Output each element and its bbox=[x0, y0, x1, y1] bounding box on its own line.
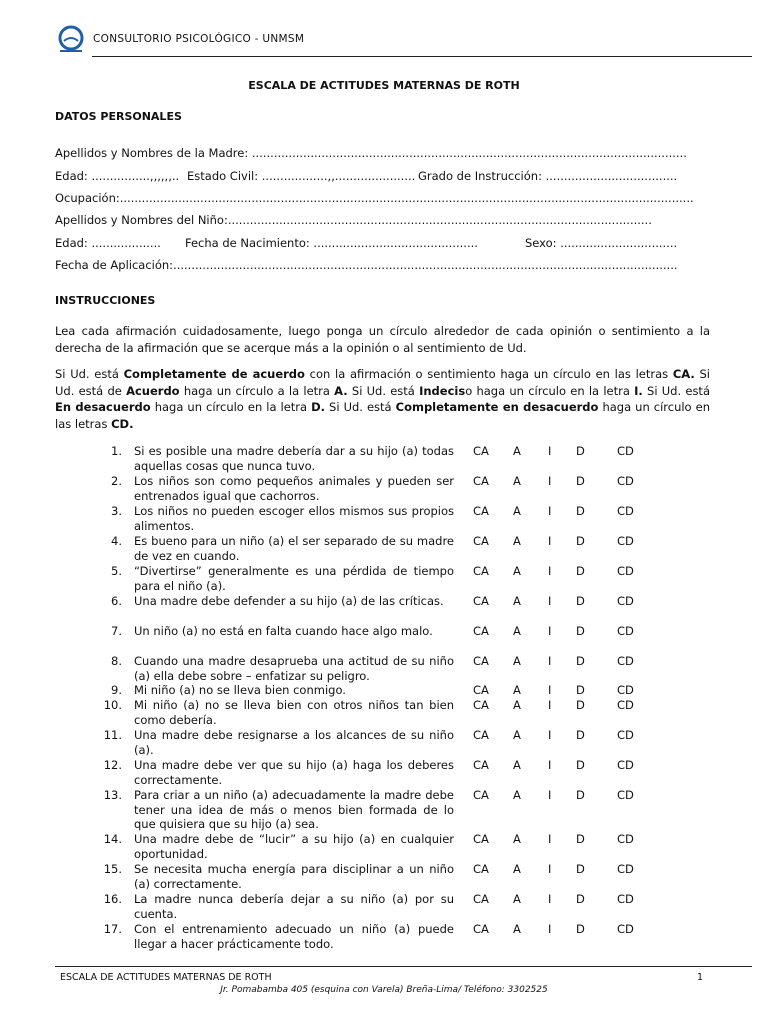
footer-title: ESCALA DE ACTITUDES MATERNAS DE ROTH bbox=[60, 972, 272, 983]
item-text: Es bueno para un niño (a) el ser separado de su madre de vez en cuando. bbox=[134, 534, 454, 563]
option-a[interactable]: A bbox=[513, 862, 521, 876]
option-ca[interactable]: CA bbox=[473, 534, 489, 548]
option-ca[interactable]: CA bbox=[473, 788, 489, 802]
item-text: Con el entrenamiento adecuado un niño (a) puede llegar a hacer prácticamente todo. bbox=[134, 922, 454, 951]
item-text: Si es posible una madre debería dar a su hijo (a) todas aquellas cosas que nunca tuvo. bbox=[134, 444, 454, 473]
item-text: Los niños son como pequeños animales y pueden ser entrenados igual que cachorros. bbox=[134, 474, 454, 503]
nino-field: Apellidos y Nombres del Niño:.................................................................................................................... bbox=[55, 213, 652, 227]
option-d[interactable]: D bbox=[576, 683, 585, 697]
option-d[interactable]: D bbox=[576, 594, 585, 608]
item-number: 10. bbox=[103, 698, 122, 712]
fecha-aplicacion-field: Fecha de Aplicación:.......................................................................................................................................... bbox=[55, 258, 678, 272]
option-i[interactable]: I bbox=[548, 474, 552, 488]
option-a[interactable]: A bbox=[513, 892, 521, 906]
item-text: Una madre debe de “lucir” a su hijo (a) en cualquier oportunidad. bbox=[134, 832, 454, 861]
option-i[interactable]: I bbox=[548, 624, 552, 638]
option-i[interactable]: I bbox=[548, 534, 552, 548]
option-a[interactable]: A bbox=[513, 534, 521, 548]
item-text: Los niños no pueden escoger ellos mismos sus propios alimentos. bbox=[134, 504, 454, 533]
option-ca[interactable]: CA bbox=[473, 922, 489, 936]
item-number: 14. bbox=[103, 832, 122, 846]
option-ca[interactable]: CA bbox=[473, 474, 489, 488]
item-text: Mi niño (a) no se lleva bien con otros niños tan bien como debería. bbox=[134, 698, 454, 727]
option-ca[interactable]: CA bbox=[473, 504, 489, 518]
header-divider bbox=[92, 56, 752, 57]
option-cd[interactable]: CD bbox=[617, 444, 634, 458]
option-i[interactable]: I bbox=[548, 788, 552, 802]
option-a[interactable]: A bbox=[513, 504, 521, 518]
option-d[interactable]: D bbox=[576, 832, 585, 846]
item-text: Una madre debe defender a su hijo (a) de las críticas. bbox=[134, 594, 444, 608]
instrucciones-heading: INSTRUCCIONES bbox=[55, 294, 156, 307]
option-i[interactable]: I bbox=[548, 683, 552, 697]
option-a[interactable]: A bbox=[513, 564, 521, 578]
item-text: Una madre debe resignarse a los alcances de su niño (a). bbox=[134, 728, 454, 757]
option-cd[interactable]: CD bbox=[617, 504, 634, 518]
item-text: “Divertirse” generalmente es una pérdida de tiempo para el niño (a). bbox=[134, 564, 454, 593]
option-cd[interactable]: CD bbox=[617, 728, 634, 742]
edad-nino-field: Edad: ................... bbox=[55, 236, 161, 250]
option-ca[interactable]: CA bbox=[473, 683, 489, 697]
item-number: 3. bbox=[111, 504, 122, 518]
option-i[interactable]: I bbox=[548, 564, 552, 578]
option-i[interactable]: I bbox=[548, 758, 552, 772]
unmsm-logo bbox=[54, 24, 88, 54]
document-title: ESCALA DE ACTITUDES MATERNAS DE ROTH bbox=[248, 79, 520, 92]
footer-address: Jr. Pomabamba 405 (esquina con Varela) Breña-Lima/ Teléfono: 3302525 bbox=[220, 985, 548, 995]
option-i[interactable]: I bbox=[548, 504, 552, 518]
option-a[interactable]: A bbox=[513, 444, 521, 458]
option-ca[interactable]: CA bbox=[473, 698, 489, 712]
option-a[interactable]: A bbox=[513, 594, 521, 608]
option-d[interactable]: D bbox=[576, 922, 585, 936]
item-number: 2. bbox=[111, 474, 122, 488]
option-ca[interactable]: CA bbox=[473, 832, 489, 846]
option-cd[interactable]: CD bbox=[617, 862, 634, 876]
item-number: 15. bbox=[103, 862, 122, 876]
sexo-field: Sexo: ................................ bbox=[525, 236, 678, 250]
option-i[interactable]: I bbox=[548, 892, 552, 906]
option-cd[interactable]: CD bbox=[617, 624, 634, 638]
option-a[interactable]: A bbox=[513, 832, 521, 846]
option-ca[interactable]: CA bbox=[473, 728, 489, 742]
item-number: 6. bbox=[111, 594, 122, 608]
option-d[interactable]: D bbox=[576, 862, 585, 876]
option-ca[interactable]: CA bbox=[473, 624, 489, 638]
item-number: 5. bbox=[111, 564, 122, 578]
option-i[interactable]: I bbox=[548, 444, 552, 458]
option-d[interactable]: D bbox=[576, 444, 585, 458]
option-d[interactable]: D bbox=[576, 654, 585, 668]
option-d[interactable]: D bbox=[576, 788, 585, 802]
option-cd[interactable]: CD bbox=[617, 594, 634, 608]
ocupacion-field: Ocupación:............................................................................................................................................................. bbox=[55, 191, 694, 205]
option-cd[interactable]: CD bbox=[617, 832, 634, 846]
item-text: La madre nunca debería dejar a su niño (a) por su cuenta. bbox=[134, 892, 454, 921]
item-text: Se necesita mucha energía para disciplinar a un niño (a) correctamente. bbox=[134, 862, 454, 891]
option-d[interactable]: D bbox=[576, 892, 585, 906]
datos-heading: DATOS PERSONALES bbox=[55, 110, 182, 123]
edad-madre-field: Edad: ................,,,,,,.. bbox=[55, 169, 180, 183]
option-a[interactable]: A bbox=[513, 654, 521, 668]
page-number: 1 bbox=[697, 972, 704, 983]
footer-divider bbox=[55, 966, 752, 967]
option-a[interactable]: A bbox=[513, 683, 521, 697]
option-a[interactable]: A bbox=[513, 758, 521, 772]
madre-field: Apellidos y Nombres de la Madre: ....................................................................................................................... bbox=[55, 146, 687, 160]
item-number: 16. bbox=[103, 892, 122, 906]
option-i[interactable]: I bbox=[548, 862, 552, 876]
option-i[interactable]: I bbox=[548, 922, 552, 936]
item-number: 4. bbox=[111, 534, 122, 548]
option-d[interactable]: D bbox=[576, 624, 585, 638]
option-ca[interactable]: CA bbox=[473, 594, 489, 608]
instrucciones-paragraph-2: Si Ud. está Completamente de acuerdo con la afirmación o sentimiento haga un círculo en las letras CA. Si Ud. está de Acuerdo haga un círculo a la letra A. Si Ud. está Indeciso haga un círculo en la letra I. Si Ud. está En desacuerdo haga un círculo en la letra D. Si Ud. está Completamente en desacuerdo haga un círculo en las letras CD. bbox=[55, 367, 710, 431]
option-d[interactable]: D bbox=[576, 504, 585, 518]
option-a[interactable]: A bbox=[513, 788, 521, 802]
option-d[interactable]: D bbox=[576, 728, 585, 742]
option-ca[interactable]: CA bbox=[473, 444, 489, 458]
option-a[interactable]: A bbox=[513, 922, 521, 936]
option-cd[interactable]: CD bbox=[617, 758, 634, 772]
option-ca[interactable]: CA bbox=[473, 654, 489, 668]
item-text: Un niño (a) no está en falta cuando hace algo malo. bbox=[134, 624, 433, 638]
item-number: 13. bbox=[103, 788, 122, 802]
item-number: 9. bbox=[111, 683, 122, 697]
option-cd[interactable]: CD bbox=[617, 892, 634, 906]
option-a[interactable]: A bbox=[513, 624, 521, 638]
fecha-nacimiento-field: Fecha de Nacimiento: ............................................. bbox=[185, 236, 478, 250]
option-i[interactable]: I bbox=[548, 594, 552, 608]
option-a[interactable]: A bbox=[513, 474, 521, 488]
grado-instruccion-field: Grado de Instrucción: .................................... bbox=[418, 169, 678, 183]
option-ca[interactable]: CA bbox=[473, 862, 489, 876]
option-a[interactable]: A bbox=[513, 698, 521, 712]
item-text: Una madre debe ver que su hijo (a) haga los deberes correctamente. bbox=[134, 758, 454, 787]
item-number: 1. bbox=[111, 444, 122, 458]
item-number: 12. bbox=[103, 758, 122, 772]
option-i[interactable]: I bbox=[548, 832, 552, 846]
option-d[interactable]: D bbox=[576, 564, 585, 578]
option-cd[interactable]: CD bbox=[617, 922, 634, 936]
option-i[interactable]: I bbox=[548, 698, 552, 712]
option-i[interactable]: I bbox=[548, 654, 552, 668]
option-d[interactable]: D bbox=[576, 698, 585, 712]
option-d[interactable]: D bbox=[576, 758, 585, 772]
option-ca[interactable]: CA bbox=[473, 564, 489, 578]
option-d[interactable]: D bbox=[576, 534, 585, 548]
instrucciones-paragraph-1: Lea cada afirmación cuidadosamente, luego ponga un círculo alrededor de cada opinión o sentimiento a la derecha de la afirmación que se acerque más a la opinión o al sentimiento de Ud. bbox=[55, 324, 710, 355]
item-number: 11. bbox=[103, 728, 122, 742]
item-number: 17. bbox=[103, 922, 122, 936]
option-ca[interactable]: CA bbox=[473, 758, 489, 772]
option-cd[interactable]: CD bbox=[617, 474, 634, 488]
option-cd[interactable]: CD bbox=[617, 788, 634, 802]
option-ca[interactable]: CA bbox=[473, 892, 489, 906]
item-number: 8. bbox=[111, 654, 122, 668]
option-a[interactable]: A bbox=[513, 728, 521, 742]
option-d[interactable]: D bbox=[576, 474, 585, 488]
option-cd[interactable]: CD bbox=[617, 683, 634, 697]
option-cd[interactable]: CD bbox=[617, 654, 634, 668]
option-cd[interactable]: CD bbox=[617, 564, 634, 578]
header-title: CONSULTORIO PSICOLÓGICO - UNMSM bbox=[93, 33, 305, 45]
option-cd[interactable]: CD bbox=[617, 534, 634, 548]
estado-civil-field: Estado Civil: ..................,,...................... bbox=[187, 169, 416, 183]
item-number: 7. bbox=[111, 624, 122, 638]
option-cd[interactable]: CD bbox=[617, 698, 634, 712]
item-text: Mi niño (a) no se lleva bien conmigo. bbox=[134, 683, 346, 697]
item-text: Para criar a un niño (a) adecuadamente la madre debe tener una idea de más o menos bien formada de lo que quisiera que su hijo (a) sea. bbox=[134, 788, 454, 831]
option-i[interactable]: I bbox=[548, 728, 552, 742]
item-text: Cuando una madre desaprueba una actitud de su niño (a) ella debe sobre – enfatizar su peligro. bbox=[134, 654, 454, 683]
